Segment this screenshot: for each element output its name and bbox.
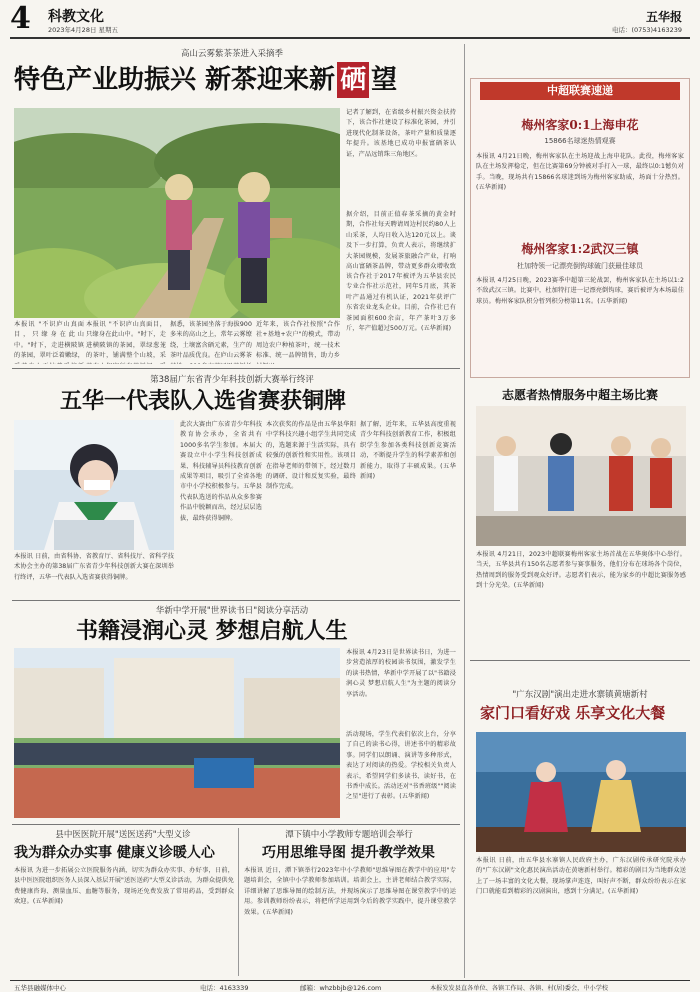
story2-kicker: 第38届广东省青少年科技创新大赛举行终评 [150, 375, 314, 385]
story3-headline: 书籍浸润心灵 梦想启航人生 [76, 618, 348, 644]
volunteer-body: 本报讯 4月21日，2023中超联赛梅州客家主场首战在五华奥体中心举行。当天，五华县共有150名志愿者参与赛事服务，他们分布在球场各个岗位，热情周到的服务受到观众好评。志愿者们表示，能为家乡的中超比赛服务感到十分光荣。(五华新闻) [476, 551, 686, 590]
story2-col1: 此次大赛由广东省青少年科技教育协会承办，全省共有1000多名学生参加。本届大赛设立中小学生科技创新成果、科技辅导员科技教育创新成果等项目，吸引了全省各地市中小学校积极参与。五华县代表队选送的作品从众多参赛作品中脱颖而出，经过层层选拔，最终获得铜牌。 [180, 421, 262, 522]
student-photo [14, 420, 174, 550]
story5-headline: 巧用思维导图 提升教学效果 [262, 845, 435, 861]
tea-garden-illustration [14, 108, 340, 318]
opera-illustration [476, 732, 686, 852]
story1-rule [12, 368, 460, 369]
story4-body: 本报讯 为进一步拓展公立医院服务内涵，切实为群众办实事、办好事，日前，县中医医院组织医务人员深入基层开展"送医送药"大型义诊活动，为群众提供免费健康咨询、测量血压、血糖等服务，现场还免费发放了常用药品，受到群众欢迎。(五华新闻) [14, 867, 234, 906]
story1-col3: 近年来，该合作社按照"合作社+基地+农户"的模式，带动周边农户种植茶叶，统一技术标准、统一品牌销售，助力乡 [256, 321, 340, 360]
story1-headline-highlight: 硒 [337, 62, 369, 98]
issue-date: 2023年4月28日 星期五 [48, 26, 119, 34]
culture-body: 本报讯 日前，由五华县水寨镇人民政府主办，广东汉剧传承研究院承办的"广东汉剧"文化惠民演出活动在黄塘新村举行。精彩的剧目为当地群众送上了一场丰富的文化大餐，现场掌声连连，叫好声不断，群众纷纷表示在家门口就能看到精彩的汉剧演出，感到十分满足。(五华新闻) [476, 857, 686, 896]
footer-email: 邮箱：whzbbjb@126.com [300, 984, 382, 992]
story1-caption: 本报讯 "不识庐山真面目，只缘身在此山中。"时下，走进横陂镇的茶园，翠叶泛着嫩绿， [14, 321, 84, 360]
match2-subtitle: 杜加特领一记漂亮倒钩球破门获最佳球员 [517, 262, 643, 270]
story2-caption: 本报讯 日前，由省科协、省教育厅、省科技厅、省科学技术协会主办的第38届广东省青少年科技创新大赛在深圳举行终评，五华一代表队入选省赛获得铜牌。 [14, 553, 174, 581]
footer-left: 五华县融媒体中心 [14, 984, 66, 992]
story1-col4: 记者了解到，在省级乡村振兴资金扶持下，该合作社建设了标准化茶园，并引进现代化制茶设备，茶叶产量和质量逐年提升。该基地已成功申报富硒茶认证，产品远销珠三角地区。 [346, 109, 456, 158]
story2-headline: 五华一代表队入选省赛获铜牌 [60, 388, 347, 414]
match1-title: 梅州客家0:1上海申花 [521, 118, 639, 132]
footer-phone: 电话：4163339 [200, 984, 249, 992]
story4-kicker: 县中医医院开展"送医送药"大型义诊 [55, 830, 191, 840]
story4-headline: 我为群众办实事 健康义诊暖人心 [14, 845, 215, 861]
story5-kicker: 潭下镇中小学教师专题培训会举行 [285, 830, 413, 840]
csl-box-title: 中超联赛速递 [480, 82, 680, 100]
footer-rule [10, 980, 690, 981]
tea-garden-photo [14, 108, 340, 318]
story1-headline-b: 望 [371, 65, 398, 95]
opera-photo [476, 732, 686, 852]
story2-col3: 据了解，近年来，五华县高度重视青少年科技创新教育工作，积极组织学生参加各类科技创新竞赛活动，不断提升学生的科学素养和创新能力，取得了丰硕成果。(五华新闻) [360, 421, 456, 481]
page-number: 4 [10, 1, 31, 36]
culture-headline: 家门口看好戏 乐享文化大餐 [480, 704, 666, 722]
footer-right: 本报发发县直各单位、各镇工作局、各镇、村(居)委会，中小学校 [430, 985, 609, 992]
story3-col1: 本报讯 4月23日是世界读书日，为进一步营造浓厚的校园读书氛围，激发学生的读书热情，华新中学开展了以"书籍浸润心灵 梦想启航人生"为主题的阅读分享活动。 [346, 649, 456, 698]
volunteer-illustration [476, 406, 686, 546]
story2-rule [12, 600, 460, 601]
story45-divider [238, 828, 239, 976]
masthead-rule [10, 37, 690, 39]
volunteer-photo [476, 406, 686, 546]
sidebar-rule [470, 660, 690, 661]
culture-kicker: "广东汉剧"演出走进水寨镇黄塘新村 [512, 690, 648, 700]
section-name: 科教文化 [48, 9, 104, 25]
story3-col2: 活动现场，学生代表们依次上台，分享了自己的读书心得，讲述书中的精彩故事。同学们以朗诵、演讲等多种形式，表达了对阅读的热爱。学校相关负责人表示，希望同学们多读书、读好书，在书香中成长。活动还对"书香班级""阅读之星"进行了表彰。(五华新闻) [346, 731, 456, 801]
story1-col5: 据介绍，目前正值春茶采摘的黄金时期，合作社每天聘请周边村民约80人上山采茶，人均日收入达120元以上。谈及下一步打算，负责人表示，将继续扩大茶园规模，发展茶旅融合产业，打响高山富硒茶品牌，带动更多群众增收致 [346, 211, 456, 270]
story3-kicker: 华新中学开展"世界读书日"阅读分享活动 [155, 606, 309, 616]
story1-col1: 本报讯 "不识庐山真面目，只缘身在此山中。"时下，走进横陂镇的茶园，翠绿葱茏的茶叶，铺满整个山坡，采 [86, 321, 166, 360]
story1-headline [14, 62, 397, 98]
volunteer-headline: 志愿者热情服务中超主场比赛 [501, 388, 658, 402]
campus-photo [14, 648, 340, 818]
story1-headline-a: 特色产业助振兴 新茶迎来新 [14, 65, 336, 95]
story1-kicker: 高山云雾紫茶茶进入采摘季 [180, 49, 283, 59]
student-illustration [14, 420, 174, 550]
match1-body: 本报讯 4月21日晚，梅州客家队在主场迎战上海申花队。此役，梅州客家队在主场发挥稳定，但在比赛第69分钟被对手打入一球，最终以0:1憾负对手。当晚，现场共有15866名球迷到场为梅州客家助威，场面十分热烈。(五华新闻) [476, 153, 684, 192]
main-sidebar-divider [464, 44, 465, 978]
story3-rule [12, 824, 460, 825]
story1-col6: 该合作社于2017年被评为五华县农民专业合作社示范社，同年5月底，其茶叶产品通过有机认证，2021年获评广东省农业龙头企业。目前，合作社已有茶园面积600余亩，年产茶叶3万多斤，年产值超过500万元。(五华新闻) [346, 273, 456, 333]
match2-title: 梅州客家1:2武汉三镇 [521, 242, 639, 256]
story2-col2: 本次获奖的作品是由五华县华阳中学科技兴趣小组学生共同完成的，选题来源于生活实际，具有较强的创新性和实用性。该项目在指导老师的带领下，经过数月的调研、设计和反复实验，最终制作完成。 [266, 421, 356, 491]
match2-body: 本报讯 4月25日晚，2023赛季中超第三轮战罢，梅州客家队在主场以1:2不敌武汉三镇。比赛中，杜加特打进一记漂亮倒钩球，赛后被评为本场最佳球员。梅州客家队积分暂列积分榜第11名。(五华新闻) [476, 277, 684, 305]
paper-phone: 电话：(0753)4163239 [611, 26, 682, 34]
masthead [0, 0, 700, 38]
story1-col2: 据悉，该茶园坐落于海拔900多米的高山之上，常年云雾缭绕，土壤富含硒元素，生产的茶叶品质优良。在庐山云雾茶 [170, 321, 252, 360]
story5-body: 本报讯 近日，潭下镇举行2023年中小学教师"思维导图在教学中的应用"专题培训会，全镇中小学教师参加培训。培训会上，主讲老师结合教学实际，详细讲解了思维导图的绘制方法，并现场演示了思维导图在课堂教学中的运用。参训教师纷纷表示，将把所学运用到今后的教学实践中，提升课堂教学效果。(五华新闻) [244, 867, 456, 916]
campus-illustration [14, 648, 340, 818]
paper-name: 五华报 [645, 10, 682, 24]
match1-subtitle: 15866名球迷热情观赛 [544, 137, 616, 145]
